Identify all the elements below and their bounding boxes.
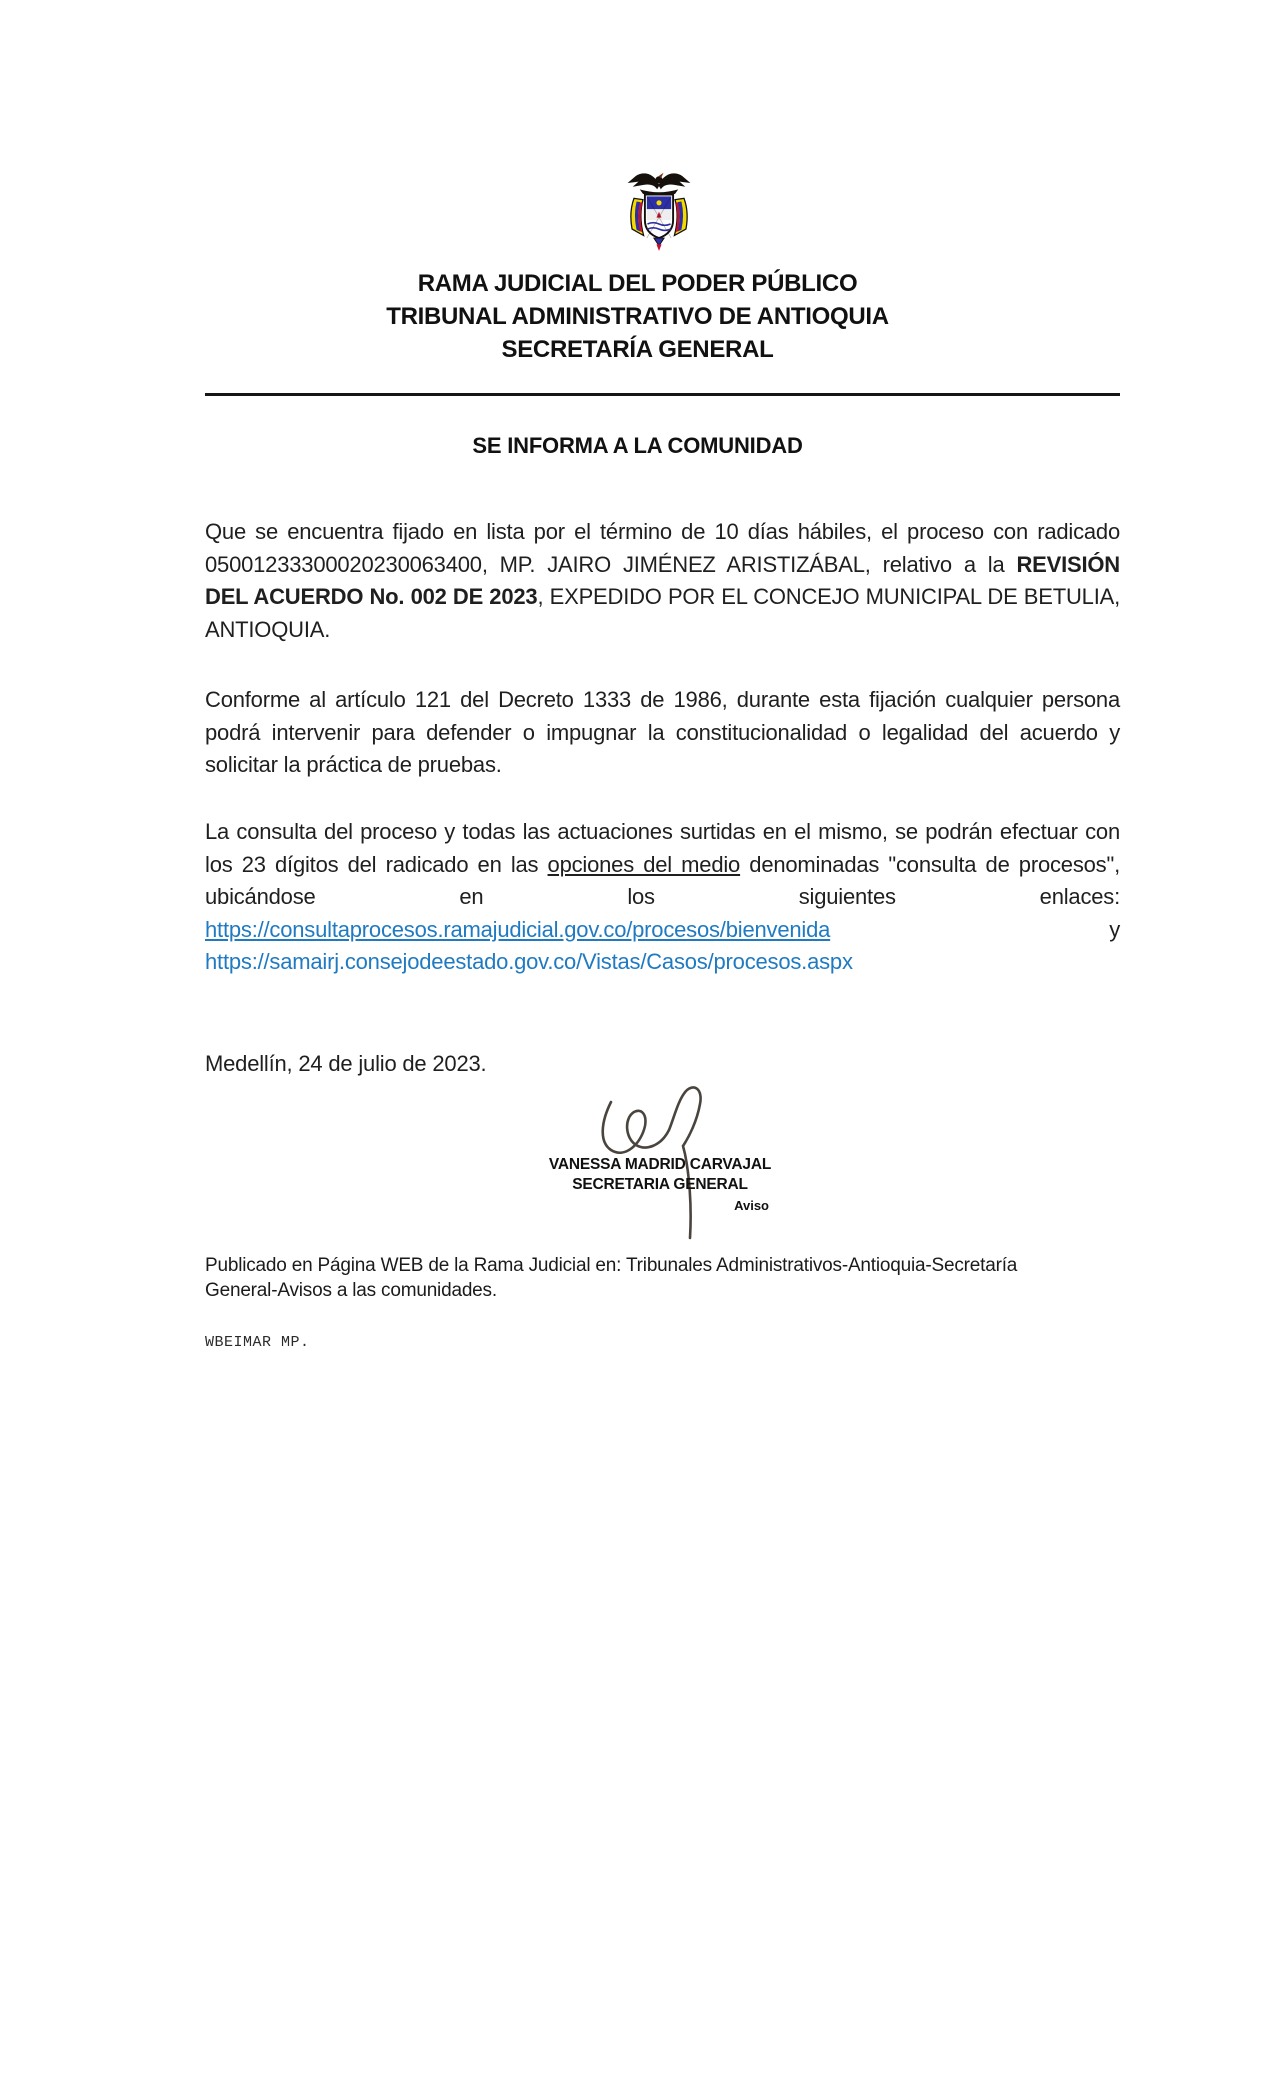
document-letterhead (0, 267, 1275, 366)
header-divider-rule (205, 393, 1120, 396)
date-line: Medellín, 24 de julio de 2023. (205, 1051, 487, 1076)
underlined-phrase-opciones: opciones del medio (547, 851, 741, 877)
text-run-after-bold: , EXPEDIDO POR EL CONCEJO MUNICIPAL DE BETULIA, ANTIOQUIA. (205, 584, 1120, 642)
signature-block (495, 1155, 825, 1215)
letterhead-line-2: TRIBUNAL ADMINISTRATIVO DE ANTIOQUIA (386, 303, 889, 330)
signature-note-aviso: Aviso (734, 1198, 769, 1213)
bold-acuerdo-reference: REVISIÓN DEL ACUERDO No. 002 DE 2023 (205, 551, 1120, 609)
paragraph-consulta-links (205, 816, 1120, 979)
condor-shape (628, 173, 691, 196)
link-consultaprocesos[interactable]: https://consultaprocesos.ramajudicial.gov.co/procesos/bienvenida (205, 916, 831, 942)
letterhead-line-1: RAMA JUDICIAL DEL PODER PÚBLICO (417, 270, 858, 297)
text-run-before-bold: Que se encuentra fijado en lista por el término de 10 días hábiles, el proceso con radicado 05001233300020230063400, MP. JAIRO JIMÉNEZ ARISTIZÁBAL, relativo a la (205, 519, 1120, 577)
bottom-ribbon (654, 238, 664, 251)
clerk-initials: WBEIMAR MP. (205, 1334, 310, 1351)
text-run-y: y (830, 916, 1120, 942)
text-run-consulta-b: denominadas "consulta de procesos", ubicándose en los siguientes enlaces: (205, 851, 1120, 909)
colombia-coat-of-arms-icon (620, 165, 698, 265)
text-run-consulta-a: La consulta del proceso y todas las actuaciones surtidas en el mismo, se podrán efectuar con los 23 dígitos del radicado en las (205, 819, 1120, 877)
signer-name: VANESSA MADRID CARVAJAL (548, 1156, 772, 1173)
right-flag (674, 198, 687, 235)
notice-title: SE INFORMA A LA COMUNIDAD (472, 433, 803, 458)
publication-note: Publicado en Página WEB de la Rama Judicial en: Tribunales Administrativos-Antioquia-Secretaría General-Avisos a las comunidades. (205, 1255, 1018, 1301)
paragraph-process-info (205, 516, 1120, 646)
shield (645, 194, 673, 238)
link-samai-consejodeestado[interactable]: https://samairj.consejodeestado.gov.co/Vistas/Casos/procesos.aspx (205, 949, 853, 974)
paragraph-decree-notice: Conforme al artículo 121 del Decreto 1333 de 1986, durante esta fijación cualquier persona podrá intervenir para defender o impugnar la constitucionalidad o legalidad del acuerdo y solicitar la práctica de pruebas. (205, 687, 1120, 777)
signer-title: SECRETARIA GENERAL (572, 1176, 748, 1193)
left-flag (631, 198, 644, 235)
letterhead-line-3: SECRETARÍA GENERAL (501, 336, 774, 363)
